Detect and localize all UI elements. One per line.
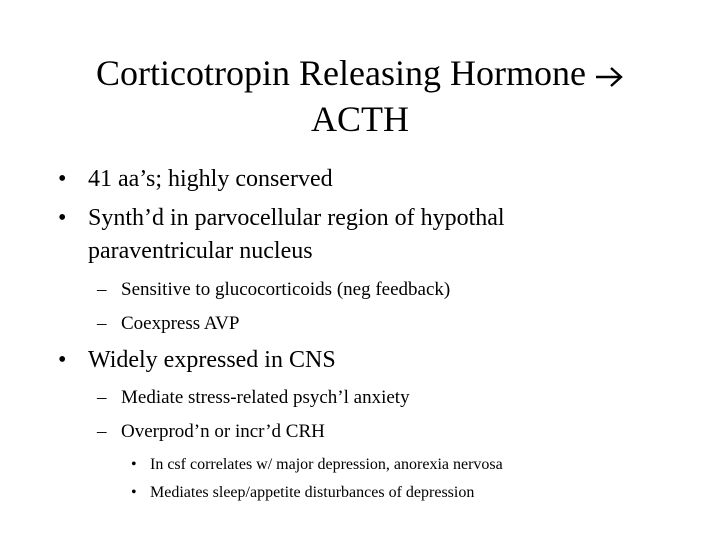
slide-title [0, 50, 720, 142]
sub-sub-bullet-item [131, 483, 474, 503]
bullet-text: 41 aa’s; highly conserved [88, 166, 333, 192]
bullet-text: paraventricular nucleus [88, 238, 313, 264]
dash-marker: – [97, 421, 107, 442]
sub-sub-bullet-text: Mediates sleep/appetite disturbances of depression [150, 484, 475, 501]
dash-marker: – [97, 313, 107, 334]
sub-bullet-item [97, 278, 450, 302]
title-text-1: Corticotropin Releasing Hormone [96, 53, 586, 93]
sub-bullet-item [97, 386, 410, 410]
bullet-item [58, 164, 333, 194]
bullet-marker: • [58, 166, 67, 192]
dash-marker: – [97, 279, 107, 300]
sub-sub-bullet-text: In csf correlates w/ major depression, anorexia nervosa [150, 456, 503, 473]
bullet-item [58, 345, 336, 375]
sub-bullet-text: Sensitive to glucocorticoids (neg feedback) [121, 279, 451, 300]
dash-marker: – [97, 387, 107, 408]
bullet-text: Widely expressed in CNS [88, 347, 336, 373]
sub-bullet-item [97, 312, 239, 336]
bullet-marker: • [58, 347, 67, 373]
right-arrow-icon [594, 65, 624, 89]
sub-bullet-item [97, 420, 325, 444]
bullet-item [58, 203, 505, 233]
bullet-marker: • [131, 484, 137, 501]
bullet-marker: • [131, 456, 137, 473]
sub-bullet-text: Mediate stress-related psych’l anxiety [121, 387, 410, 408]
title-line-1 [0, 50, 720, 96]
bullet-text: Synth’d in parvocellular region of hypothal [88, 205, 505, 231]
bullet-continuation [88, 236, 313, 266]
sub-sub-bullet-item [131, 455, 503, 475]
bullet-marker: • [58, 205, 67, 231]
title-line-2: ACTH [311, 99, 409, 139]
sub-bullet-text: Overprod’n or incr’d CRH [121, 421, 325, 442]
sub-bullet-text: Coexpress AVP [121, 313, 240, 334]
